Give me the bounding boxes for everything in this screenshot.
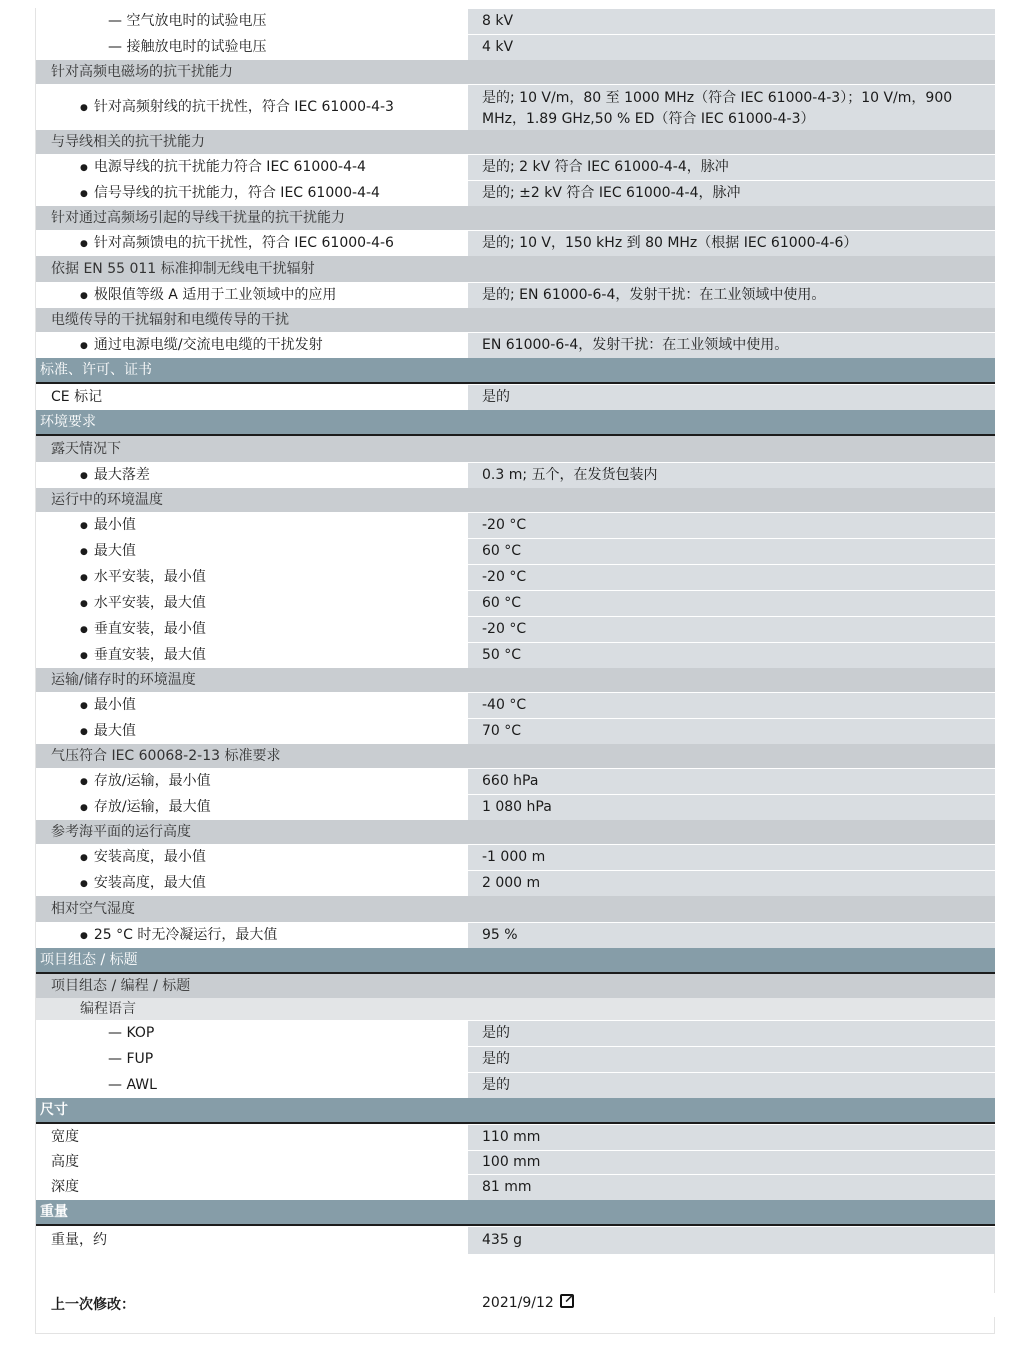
- spec-rows: [36, 8, 994, 1254]
- spec-row: [36, 154, 995, 180]
- spec-value: 是的: [468, 385, 995, 410]
- spec-value: 是的; ±2 kV 符合 IEC 61000-4-4，脉冲: [468, 181, 995, 206]
- spec-row: [36, 1020, 995, 1046]
- spec-row: [36, 642, 995, 668]
- subsection-header: 运行中的环境温度: [36, 488, 995, 512]
- group-label: 编程语言: [36, 998, 995, 1020]
- spec-value: 81 mm: [468, 1175, 995, 1200]
- spec-value: -40 °C: [468, 693, 995, 718]
- spec-label: ● 垂直安装，最小值: [36, 617, 468, 642]
- spec-value: 60 °C: [468, 591, 995, 616]
- spec-row: [36, 844, 995, 870]
- spec-value: 是的: [468, 1073, 995, 1098]
- spec-value: 70 °C: [468, 719, 995, 744]
- spec-label: 宽度: [36, 1125, 468, 1150]
- spec-value: 2 000 m: [468, 871, 995, 896]
- spec-row: [36, 768, 995, 794]
- spec-value: 435 g: [468, 1227, 995, 1254]
- subsection-header: 与导线相关的抗干扰能力: [36, 130, 995, 154]
- spec-value: 95 %: [468, 923, 995, 948]
- spec-row: [36, 1226, 995, 1254]
- external-link-icon[interactable]: [560, 1294, 574, 1308]
- spec-label: ● 最小值: [36, 513, 468, 538]
- spec-label: ● 极限值等级 A 适用于工业领域中的应用: [36, 283, 468, 308]
- section-header: 环境要求: [36, 410, 995, 436]
- spec-row: [36, 34, 995, 60]
- spec-value: -1 000 m: [468, 845, 995, 870]
- spec-label: ● 存放/运输，最大值: [36, 795, 468, 820]
- subsection-header: 项目组态 / 编程 / 标题: [36, 974, 995, 998]
- spec-row: [36, 8, 995, 34]
- section-header: 尺寸: [36, 1098, 995, 1124]
- spec-row: [36, 616, 995, 642]
- spec-label: ● 垂直安装，最大值: [36, 643, 468, 668]
- spec-value: 0.3 m; 五个，在发货包装内: [468, 463, 995, 488]
- spec-value: 110 mm: [468, 1125, 995, 1150]
- spec-value: 660 hPa: [468, 769, 995, 794]
- spec-row: [36, 870, 995, 896]
- spec-value: 1 080 hPa: [468, 795, 995, 820]
- subsection-header: 电缆传导的干扰辐射和电缆传导的干扰: [36, 308, 995, 332]
- spec-label: — KOP: [36, 1021, 468, 1046]
- spec-label: ● 安装高度，最小值: [36, 845, 468, 870]
- spec-row: [36, 384, 995, 410]
- spec-row: [36, 1072, 995, 1098]
- spec-value: -20 °C: [468, 565, 995, 590]
- spec-value: -20 °C: [468, 513, 995, 538]
- spec-value: 是的; 2 kV 符合 IEC 61000-4-4，脉冲: [468, 155, 995, 180]
- spec-row: [36, 1046, 995, 1072]
- spec-value: EN 61000-6-4，发射干扰：在工业领域中使用。: [468, 333, 995, 358]
- spec-value: 100 mm: [468, 1151, 995, 1174]
- spec-label: ● 最大值: [36, 719, 468, 744]
- subsection-header: 针对通过高频场引起的导线干扰量的抗干扰能力: [36, 206, 995, 230]
- spec-label: ● 信号导线的抗干扰能力，符合 IEC 61000-4-4: [36, 181, 468, 206]
- spec-label: ● 最大值: [36, 539, 468, 564]
- spec-row: [36, 922, 995, 948]
- spec-label: ● 最大落差: [36, 463, 468, 488]
- last-modified-row: [36, 1293, 995, 1317]
- spec-value: 是的; 10 V/m，80 至 1000 MHz（符合 IEC 61000-4-3）；10 V/m，900 MHz，1.89 GHz,50 % ED（符合 IEC 61000-4-3）: [468, 85, 995, 130]
- last-modified-date: 2021/9/12: [482, 1295, 554, 1311]
- spec-row: [36, 1174, 995, 1200]
- spec-label: ● 25 °C 时无冷凝运行，最大值: [36, 923, 468, 948]
- spec-table: [35, 8, 995, 1334]
- spec-value: 是的: [468, 1047, 995, 1072]
- spec-label: ● 存放/运输，最小值: [36, 769, 468, 794]
- spec-value: 是的: [468, 1021, 995, 1046]
- subsection-header: 依据 EN 55 011 标准抑制无线电干扰辐射: [36, 256, 995, 282]
- spec-label: ● 针对高频射线的抗干扰性，符合 IEC 61000-4-3: [36, 85, 468, 130]
- spec-label: ● 安装高度，最大值: [36, 871, 468, 896]
- last-modified-label: 上一次修改：: [36, 1293, 468, 1317]
- subsection-header: 针对高频电磁场的抗干扰能力: [36, 60, 995, 84]
- spec-label: 深度: [36, 1175, 468, 1200]
- spec-label: ● 水平安装，最小值: [36, 565, 468, 590]
- spec-label: — 接触放电时的试验电压: [36, 35, 468, 60]
- spec-label: 高度: [36, 1151, 468, 1174]
- subsection-header: 露天情况下: [36, 436, 995, 462]
- subsection-header: 相对空气湿度: [36, 896, 995, 922]
- spec-row: [36, 282, 995, 308]
- spec-row: [36, 512, 995, 538]
- spec-row: [36, 462, 995, 488]
- spec-value: 是的; EN 61000-6-4，发射干扰：在工业领域中使用。: [468, 283, 995, 308]
- spec-label: ● 水平安装，最大值: [36, 591, 468, 616]
- spec-label: 重量，约: [36, 1227, 468, 1254]
- spec-row: [36, 1124, 995, 1150]
- spec-row: [36, 180, 995, 206]
- spec-value: 60 °C: [468, 539, 995, 564]
- spec-row: [36, 1150, 995, 1174]
- spec-label: ● 通过电源电缆/交流电电缆的干扰发射: [36, 333, 468, 358]
- spec-label: ● 最小值: [36, 693, 468, 718]
- spec-row: [36, 538, 995, 564]
- spec-row: [36, 84, 995, 130]
- subsection-header: 参考海平面的运行高度: [36, 820, 995, 844]
- spec-label: — FUP: [36, 1047, 468, 1072]
- section-header: 重量: [36, 1200, 995, 1226]
- spec-row: [36, 332, 995, 358]
- spec-row: [36, 230, 995, 256]
- subsection-header: 气压符合 IEC 60068-2-13 标准要求: [36, 744, 995, 768]
- spec-row: [36, 718, 995, 744]
- spec-value: 是的; 10 V，150 kHz 到 80 MHz（根据 IEC 61000-4-6）: [468, 231, 995, 256]
- spec-value: -20 °C: [468, 617, 995, 642]
- spec-label: — 空气放电时的试验电压: [36, 9, 468, 34]
- spec-label: ● 针对高频馈电的抗干扰性，符合 IEC 61000-4-6: [36, 231, 468, 256]
- spec-row: [36, 692, 995, 718]
- spec-value: 8 kV: [468, 9, 995, 34]
- spec-label: ● 电源导线的抗干扰能力符合 IEC 61000-4-4: [36, 155, 468, 180]
- spec-value: 50 °C: [468, 643, 995, 668]
- spec-label: CE 标记: [36, 385, 468, 410]
- spec-row: [36, 590, 995, 616]
- spec-value: 4 kV: [468, 35, 995, 60]
- section-header: 标准、许可、证书: [36, 358, 995, 384]
- spec-label: — AWL: [36, 1073, 468, 1098]
- spec-row: [36, 564, 995, 590]
- section-header: 项目组态 / 标题: [36, 948, 995, 974]
- spec-row: [36, 794, 995, 820]
- subsection-header: 运输/储存时的环境温度: [36, 668, 995, 692]
